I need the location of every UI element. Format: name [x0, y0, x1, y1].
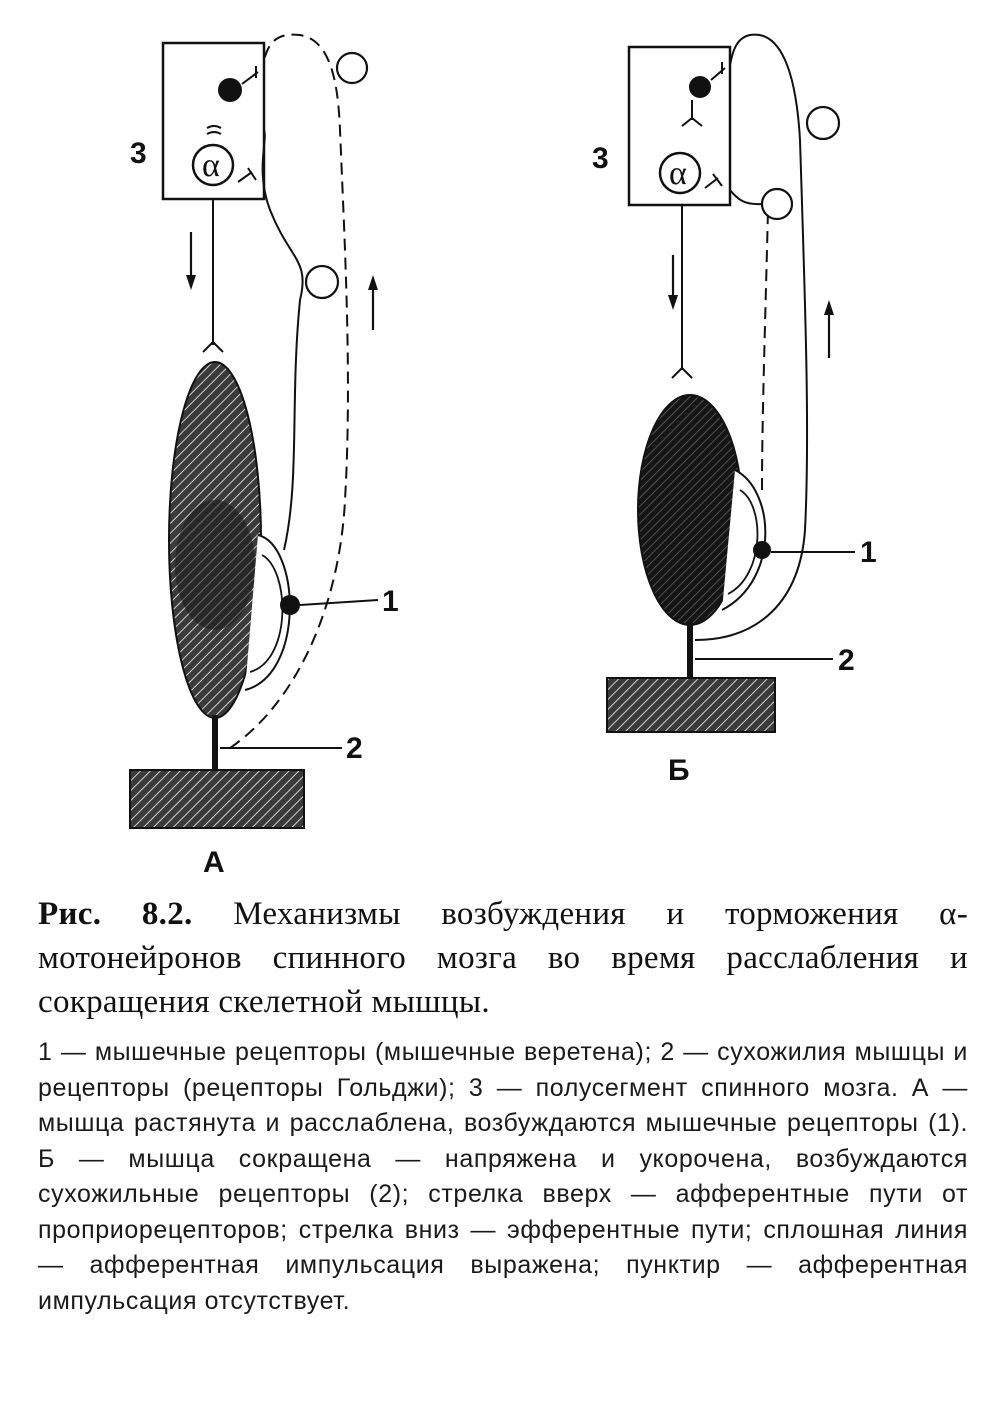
bone-a — [130, 770, 304, 828]
interneuron-b — [689, 76, 711, 98]
interneuron-a — [218, 78, 242, 102]
panel-letter-b: Б — [668, 754, 690, 787]
label-3-a: 3 — [130, 137, 147, 170]
bone-b — [607, 678, 775, 732]
label-1-b: 1 — [860, 536, 877, 569]
panel-b — [592, 35, 877, 787]
afferent-arrow-up-b — [824, 300, 834, 358]
afferent-arrow-up-a — [368, 275, 378, 330]
alpha-symbol-b: α — [669, 155, 687, 192]
panel-letter-a: А — [203, 846, 225, 879]
figure-legend: 1 — мышечные рецепторы (мышечные веретена); 2 — сухожилия мышцы и рецепторы (рецепторы Гольджи); 3 — полусегмент спинного мозга. А — мышца растянута и расслаблена, возбуждаются мышечные рецепторы (1). Б — мышца сокращена — напряжена и укорочена, возбуждаются сухожильные рецепторы (2); стрелка вверх — афферентные пути от проприорецепторов; стрелка вниз — эфферентные пути; сплошная линия — афферентная импульсация выражена; пунктир — афферентная импульсация отсутствует. — [38, 1038, 968, 1315]
label-2-b: 2 — [838, 644, 855, 677]
figure-title: Механизмы возбуждения и торможения α-мотонейронов спинного мозга во время расслабления и сокращения скелетной мышцы. — [38, 896, 968, 1020]
label-1-a: 1 — [382, 585, 399, 618]
panel-a — [130, 35, 399, 879]
figure-caption — [38, 892, 968, 1024]
efferent-arrow-down-b — [668, 255, 678, 310]
figure-number: Рис. 8.2. — [38, 896, 193, 932]
label-2-a: 2 — [346, 732, 363, 765]
alpha-symbol-a: α — [202, 147, 220, 184]
efferent-arrow-down-a — [186, 232, 196, 290]
label-3-b: 3 — [592, 142, 609, 175]
